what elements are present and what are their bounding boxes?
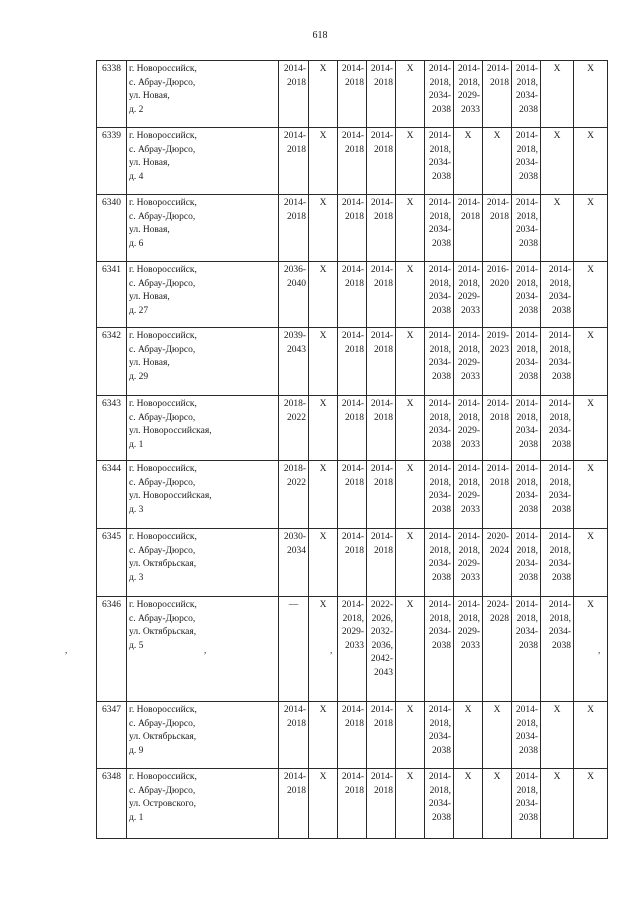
cell-value: 2022- 2026, 2032- 2036, 2042- 2043 — [370, 600, 393, 678]
cell-value: 2014- 2018, 2034- 2038 — [515, 64, 538, 115]
cell-value: 2014- 2018 — [370, 399, 393, 423]
not-applicable-cell — [574, 262, 608, 328]
cell-value: 2014- 2018, 2034- 2038 — [428, 198, 451, 249]
period-cell — [483, 597, 512, 702]
cell-value: X — [406, 532, 414, 542]
period-cell — [279, 262, 309, 328]
not-applicable-cell — [574, 396, 608, 461]
not-applicable-cell — [574, 195, 608, 262]
period-cell — [367, 702, 396, 769]
not-applicable-cell — [574, 529, 608, 597]
cell-value: 2014- 2018, 2034- 2038 — [548, 331, 571, 382]
row-number: 6339 — [97, 128, 127, 195]
cell-value: 2014- 2018 — [341, 64, 364, 88]
cell-value: 2014- 2018 — [283, 198, 306, 222]
period-cell — [338, 702, 367, 769]
cell-value: X — [587, 64, 594, 74]
not-applicable-cell — [541, 61, 574, 128]
cell-value: X — [587, 772, 594, 782]
cell-value: 2014- 2018 — [341, 464, 364, 488]
period-cell — [367, 128, 396, 195]
cell-value: 2014- 2018 — [341, 131, 364, 155]
cell-value: 2014- 2018 — [341, 532, 364, 556]
cell-value: X — [406, 600, 414, 610]
period-cell — [454, 529, 483, 597]
cell-value: 2014- 2018, 2034- 2038 — [428, 131, 451, 182]
row-number: 6343 — [97, 396, 127, 461]
scan-mark: , — [330, 645, 333, 655]
row-number: 6348 — [97, 769, 127, 839]
page-number: 618 — [312, 30, 328, 41]
cell-value: 2039- 2043 — [283, 331, 306, 355]
cell-value: X — [553, 131, 561, 141]
period-cell — [338, 597, 367, 702]
not-applicable-cell — [454, 769, 483, 839]
cell-value: X — [464, 705, 472, 715]
cell-value: X — [587, 464, 594, 474]
period-cell — [541, 529, 574, 597]
cell-value: 2014- 2018 — [283, 64, 306, 88]
period-cell — [279, 328, 309, 396]
cell-value: X — [319, 600, 327, 610]
period-cell — [454, 396, 483, 461]
not-applicable-cell — [396, 529, 425, 597]
row-number: 6342 — [97, 328, 127, 396]
row-number: 6338 — [97, 61, 127, 128]
cell-value: 2014- 2018, 2034- 2038 — [515, 532, 538, 583]
cell-value: 2014- 2018, 2034- 2038 — [428, 705, 451, 756]
cell-value: 2014- 2018, 2034- 2038 — [515, 464, 538, 515]
period-cell — [338, 529, 367, 597]
not-applicable-cell — [483, 128, 512, 195]
cell-value: X — [553, 198, 561, 208]
period-cell — [425, 702, 454, 769]
not-applicable-cell — [309, 769, 338, 839]
cell-value: 2014- 2018, 2029- 2033 — [457, 331, 480, 382]
period-cell — [512, 597, 541, 702]
cell-value: 2014- 2018, 2034- 2038 — [428, 331, 451, 382]
row-number: 6345 — [97, 529, 127, 597]
cell-value: 2014- 2018, 2034- 2038 — [548, 532, 571, 583]
table-row — [97, 769, 608, 839]
cell-value: X — [553, 705, 561, 715]
not-applicable-cell — [541, 128, 574, 195]
period-cell — [425, 529, 454, 597]
period-cell — [279, 461, 309, 529]
not-applicable-cell — [396, 597, 425, 702]
cell-value: 2018- 2022 — [283, 399, 306, 423]
cell-value: 2014- 2018, 2034- 2038 — [428, 265, 451, 316]
cell-value: X — [319, 265, 327, 275]
cell-value: X — [493, 705, 501, 715]
scan-mark: , — [204, 645, 207, 655]
cell-value: 2014- 2018 — [370, 532, 393, 556]
cell-value: X — [493, 772, 501, 782]
cell-value: X — [319, 464, 327, 474]
cell-value: X — [587, 399, 594, 409]
not-applicable-cell — [396, 128, 425, 195]
address-text: г. Новороссийск, с. Абрау-Дюрсо, ул. Новая, д. 27 — [129, 265, 197, 316]
cell-value: 2014- 2018 — [341, 198, 364, 222]
address-cell — [127, 328, 279, 396]
address-text: г. Новороссийск, с. Абрау-Дюрсо, ул. Новая, д. 29 — [129, 331, 197, 382]
cell-value: X — [406, 331, 414, 341]
cell-value: 2014- 2018, 2034- 2038 — [515, 772, 538, 823]
period-cell — [425, 195, 454, 262]
cell-value: 2030- 2034 — [283, 532, 306, 556]
not-applicable-cell — [309, 529, 338, 597]
period-cell — [425, 597, 454, 702]
address-text: г. Новороссийск, с. Абрау-Дюрсо, ул. Новая, д. 2 — [129, 64, 197, 115]
cell-value: X — [319, 772, 327, 782]
cell-value: X — [406, 399, 414, 409]
table-row — [97, 195, 608, 262]
cell-value: X — [587, 532, 594, 542]
period-cell — [454, 195, 483, 262]
address-text: г. Новороссийск, с. Абрау-Дюрсо, ул. Октябрьская, д. 3 — [129, 532, 197, 583]
period-cell — [454, 262, 483, 328]
period-cell — [425, 128, 454, 195]
cell-value: X — [587, 265, 594, 275]
cell-value: 2014- 2018, 2034- 2038 — [548, 399, 571, 450]
table-row — [97, 597, 608, 702]
cell-value: X — [319, 64, 327, 74]
scan-mark: , — [598, 645, 601, 655]
address-cell — [127, 262, 279, 328]
period-cell — [512, 61, 541, 128]
cell-value: 2014- 2018 — [486, 464, 509, 488]
cell-value: 2014- 2018, 2034- 2038 — [428, 532, 451, 583]
not-applicable-cell — [396, 396, 425, 461]
cell-value: 2014- 2018, 2034- 2038 — [548, 265, 571, 316]
cell-value: X — [406, 265, 414, 275]
not-applicable-cell — [574, 128, 608, 195]
cell-value: 2016- 2020 — [486, 265, 509, 289]
cell-value: 2014- 2018, 2034- 2038 — [428, 64, 451, 115]
not-applicable-cell — [541, 702, 574, 769]
cell-value: X — [464, 772, 472, 782]
address-cell — [127, 195, 279, 262]
cell-value: X — [319, 331, 327, 341]
period-cell — [338, 461, 367, 529]
cell-value: X — [319, 532, 327, 542]
table-row — [97, 461, 608, 529]
period-cell — [367, 529, 396, 597]
period-cell — [279, 702, 309, 769]
period-cell — [338, 195, 367, 262]
address-cell — [127, 769, 279, 839]
address-cell — [127, 461, 279, 529]
not-applicable-cell — [396, 61, 425, 128]
cell-value: X — [587, 705, 594, 715]
cell-value: 2024- 2028 — [486, 600, 509, 624]
period-cell — [338, 262, 367, 328]
not-applicable-cell — [483, 702, 512, 769]
period-cell — [338, 328, 367, 396]
cell-value: 2014- 2018 — [341, 772, 364, 796]
cell-value: 2014- 2018, 2034- 2038 — [428, 600, 451, 651]
cell-value: X — [406, 198, 414, 208]
cell-value: — — [288, 600, 299, 610]
period-cell — [425, 396, 454, 461]
cell-value: X — [553, 64, 561, 74]
table-row — [97, 61, 608, 128]
cell-value: 2018- 2022 — [283, 464, 306, 488]
cell-value: 2014- 2018 — [341, 265, 364, 289]
cell-value: X — [493, 131, 501, 141]
cell-value: X — [406, 705, 414, 715]
address-text: г. Новороссийск, с. Абрау-Дюрсо, ул. Октябрьская, д. 9 — [129, 705, 197, 756]
cell-value: 2019- 2023 — [486, 331, 509, 355]
cell-value: 2014- 2018 — [370, 705, 393, 729]
cell-value: X — [319, 399, 327, 409]
period-cell — [279, 128, 309, 195]
cell-value: X — [587, 600, 594, 610]
not-applicable-cell — [309, 597, 338, 702]
address-text: г. Новороссийск, с. Абрау-Дюрсо, ул. Новороссийская, д. 3 — [129, 464, 212, 515]
address-cell — [127, 597, 279, 702]
not-applicable-cell — [574, 461, 608, 529]
cell-value: X — [406, 464, 414, 474]
period-cell — [367, 396, 396, 461]
cell-value: 2020- 2024 — [486, 532, 509, 556]
period-cell — [425, 769, 454, 839]
not-applicable-cell — [574, 328, 608, 396]
table-row — [97, 328, 608, 396]
cell-value: 2036- 2040 — [283, 265, 306, 289]
period-cell — [541, 597, 574, 702]
table-row — [97, 702, 608, 769]
cell-value: 2014- 2018, 2034- 2038 — [515, 265, 538, 316]
period-cell — [338, 396, 367, 461]
cell-value: 2014- 2018, 2029- 2033 — [457, 265, 480, 316]
not-applicable-cell — [309, 702, 338, 769]
period-cell — [279, 396, 309, 461]
address-cell — [127, 702, 279, 769]
cell-value: 2014- 2018, 2029- 2033 — [457, 600, 480, 651]
cell-value: X — [319, 198, 327, 208]
cell-value: 2014- 2018, 2034- 2038 — [428, 464, 451, 515]
address-text: г. Новороссийск, с. Абрау-Дюрсо, ул. Новороссийская, д. 1 — [129, 399, 212, 450]
cell-value: 2014- 2018 — [283, 131, 306, 155]
period-cell — [512, 529, 541, 597]
period-cell — [512, 769, 541, 839]
not-applicable-cell — [309, 461, 338, 529]
table-row — [97, 128, 608, 195]
cell-value: 2014- 2018 — [283, 705, 306, 729]
period-cell — [541, 262, 574, 328]
cell-value: X — [587, 131, 594, 141]
cell-value: 2014- 2018 — [486, 198, 509, 222]
cell-value: X — [587, 198, 594, 208]
cell-value: 2014- 2018, 2034- 2038 — [515, 198, 538, 249]
cell-value: 2014- 2018, 2034- 2038 — [515, 399, 538, 450]
not-applicable-cell — [574, 769, 608, 839]
row-number: 6340 — [97, 195, 127, 262]
cell-value: 2014- 2018 — [486, 399, 509, 423]
period-cell — [279, 769, 309, 839]
cell-value: X — [553, 772, 561, 782]
period-cell — [483, 396, 512, 461]
period-cell — [541, 328, 574, 396]
not-applicable-cell — [309, 61, 338, 128]
period-cell — [483, 262, 512, 328]
not-applicable-cell — [309, 396, 338, 461]
period-cell — [483, 61, 512, 128]
not-applicable-cell — [279, 597, 309, 702]
period-cell — [279, 195, 309, 262]
not-applicable-cell — [541, 769, 574, 839]
period-cell — [483, 529, 512, 597]
cell-value: 2014- 2018 — [370, 464, 393, 488]
period-cell — [367, 61, 396, 128]
not-applicable-cell — [396, 702, 425, 769]
period-cell — [454, 61, 483, 128]
scan-mark: , — [65, 645, 68, 655]
table-row — [97, 262, 608, 328]
cell-value: 2014- 2018 — [370, 64, 393, 88]
cell-value: X — [319, 131, 327, 141]
period-cell — [425, 262, 454, 328]
cell-value: 2014- 2018 — [370, 331, 393, 355]
period-cell — [483, 461, 512, 529]
cell-value: X — [319, 705, 327, 715]
address-cell — [127, 61, 279, 128]
not-applicable-cell — [396, 328, 425, 396]
cell-value: 2014- 2018, 2029- 2033 — [457, 464, 480, 515]
not-applicable-cell — [483, 769, 512, 839]
not-applicable-cell — [574, 702, 608, 769]
not-applicable-cell — [574, 597, 608, 702]
not-applicable-cell — [396, 195, 425, 262]
cell-value: 2014- 2018, 2029- 2033 — [457, 399, 480, 450]
cell-value: 2014- 2018 — [341, 399, 364, 423]
period-cell — [338, 128, 367, 195]
not-applicable-cell — [574, 61, 608, 128]
period-cell — [367, 461, 396, 529]
not-applicable-cell — [454, 128, 483, 195]
period-cell — [425, 461, 454, 529]
period-cell — [541, 461, 574, 529]
period-cell — [541, 396, 574, 461]
period-cell — [512, 262, 541, 328]
period-cell — [425, 328, 454, 396]
period-cell — [483, 195, 512, 262]
period-cell — [512, 328, 541, 396]
table-row — [97, 396, 608, 461]
address-text: г. Новороссийск, с. Абрау-Дюрсо, ул. Новая, д. 4 — [129, 131, 197, 182]
cell-value: X — [406, 64, 414, 74]
period-cell — [512, 128, 541, 195]
cell-value: 2014- 2018 — [283, 772, 306, 796]
not-applicable-cell — [396, 461, 425, 529]
cell-value: 2014- 2018 — [486, 64, 509, 88]
housing-registry-table — [96, 60, 608, 839]
cell-value: 2014- 2018 — [370, 198, 393, 222]
period-cell — [367, 195, 396, 262]
row-number: 6344 — [97, 461, 127, 529]
row-number: 6341 — [97, 262, 127, 328]
row-number: 6347 — [97, 702, 127, 769]
address-text: г. Новороссийск, с. Абрау-Дюрсо, ул. Островского, д. 1 — [129, 772, 197, 823]
period-cell — [454, 461, 483, 529]
not-applicable-cell — [309, 328, 338, 396]
period-cell — [454, 597, 483, 702]
period-cell — [512, 461, 541, 529]
cell-value: 2014- 2018, 2029- 2033 — [457, 532, 480, 583]
not-applicable-cell — [309, 262, 338, 328]
cell-value: 2014- 2018, 2029- 2033 — [341, 600, 364, 651]
period-cell — [367, 769, 396, 839]
cell-value: 2014- 2018 — [370, 772, 393, 796]
period-cell — [483, 328, 512, 396]
period-cell — [279, 61, 309, 128]
cell-value: X — [406, 131, 414, 141]
cell-value: 2014- 2018, 2034- 2038 — [428, 399, 451, 450]
cell-value: 2014- 2018 — [341, 705, 364, 729]
period-cell — [279, 529, 309, 597]
not-applicable-cell — [541, 195, 574, 262]
cell-value: 2014- 2018, 2034- 2038 — [515, 131, 538, 182]
period-cell — [367, 597, 396, 702]
address-text: г. Новороссийск, с. Абрау-Дюрсо, ул. Октябрьская, д. 5 — [129, 600, 197, 651]
not-applicable-cell — [396, 262, 425, 328]
cell-value: X — [406, 772, 414, 782]
period-cell — [338, 769, 367, 839]
not-applicable-cell — [309, 195, 338, 262]
cell-value: 2014- 2018, 2034- 2038 — [548, 600, 571, 651]
cell-value: 2014- 2018, 2034- 2038 — [428, 772, 451, 823]
cell-value: 2014- 2018 — [341, 331, 364, 355]
period-cell — [425, 61, 454, 128]
not-applicable-cell — [454, 702, 483, 769]
period-cell — [512, 195, 541, 262]
cell-value: 2014- 2018, 2034- 2038 — [515, 331, 538, 382]
address-cell — [127, 128, 279, 195]
period-cell — [454, 328, 483, 396]
address-cell — [127, 529, 279, 597]
cell-value: X — [587, 331, 594, 341]
address-text: г. Новороссийск, с. Абрау-Дюрсо, ул. Новая, д. 6 — [129, 198, 197, 249]
cell-value: 2014- 2018 — [370, 131, 393, 155]
cell-value: 2014- 2018 — [457, 198, 480, 222]
period-cell — [367, 262, 396, 328]
table-row — [97, 529, 608, 597]
period-cell — [512, 702, 541, 769]
not-applicable-cell — [309, 128, 338, 195]
row-number: 6346 — [97, 597, 127, 702]
cell-value: 2014- 2018, 2034- 2038 — [515, 705, 538, 756]
address-cell — [127, 396, 279, 461]
cell-value: 2014- 2018 — [370, 265, 393, 289]
cell-value: 2014- 2018, 2034- 2038 — [515, 600, 538, 651]
period-cell — [338, 61, 367, 128]
period-cell — [512, 396, 541, 461]
not-applicable-cell — [396, 769, 425, 839]
cell-value: 2014- 2018, 2029- 2033 — [457, 64, 480, 115]
period-cell — [367, 328, 396, 396]
cell-value: 2014- 2018, 2034- 2038 — [548, 464, 571, 515]
cell-value: X — [464, 131, 472, 141]
